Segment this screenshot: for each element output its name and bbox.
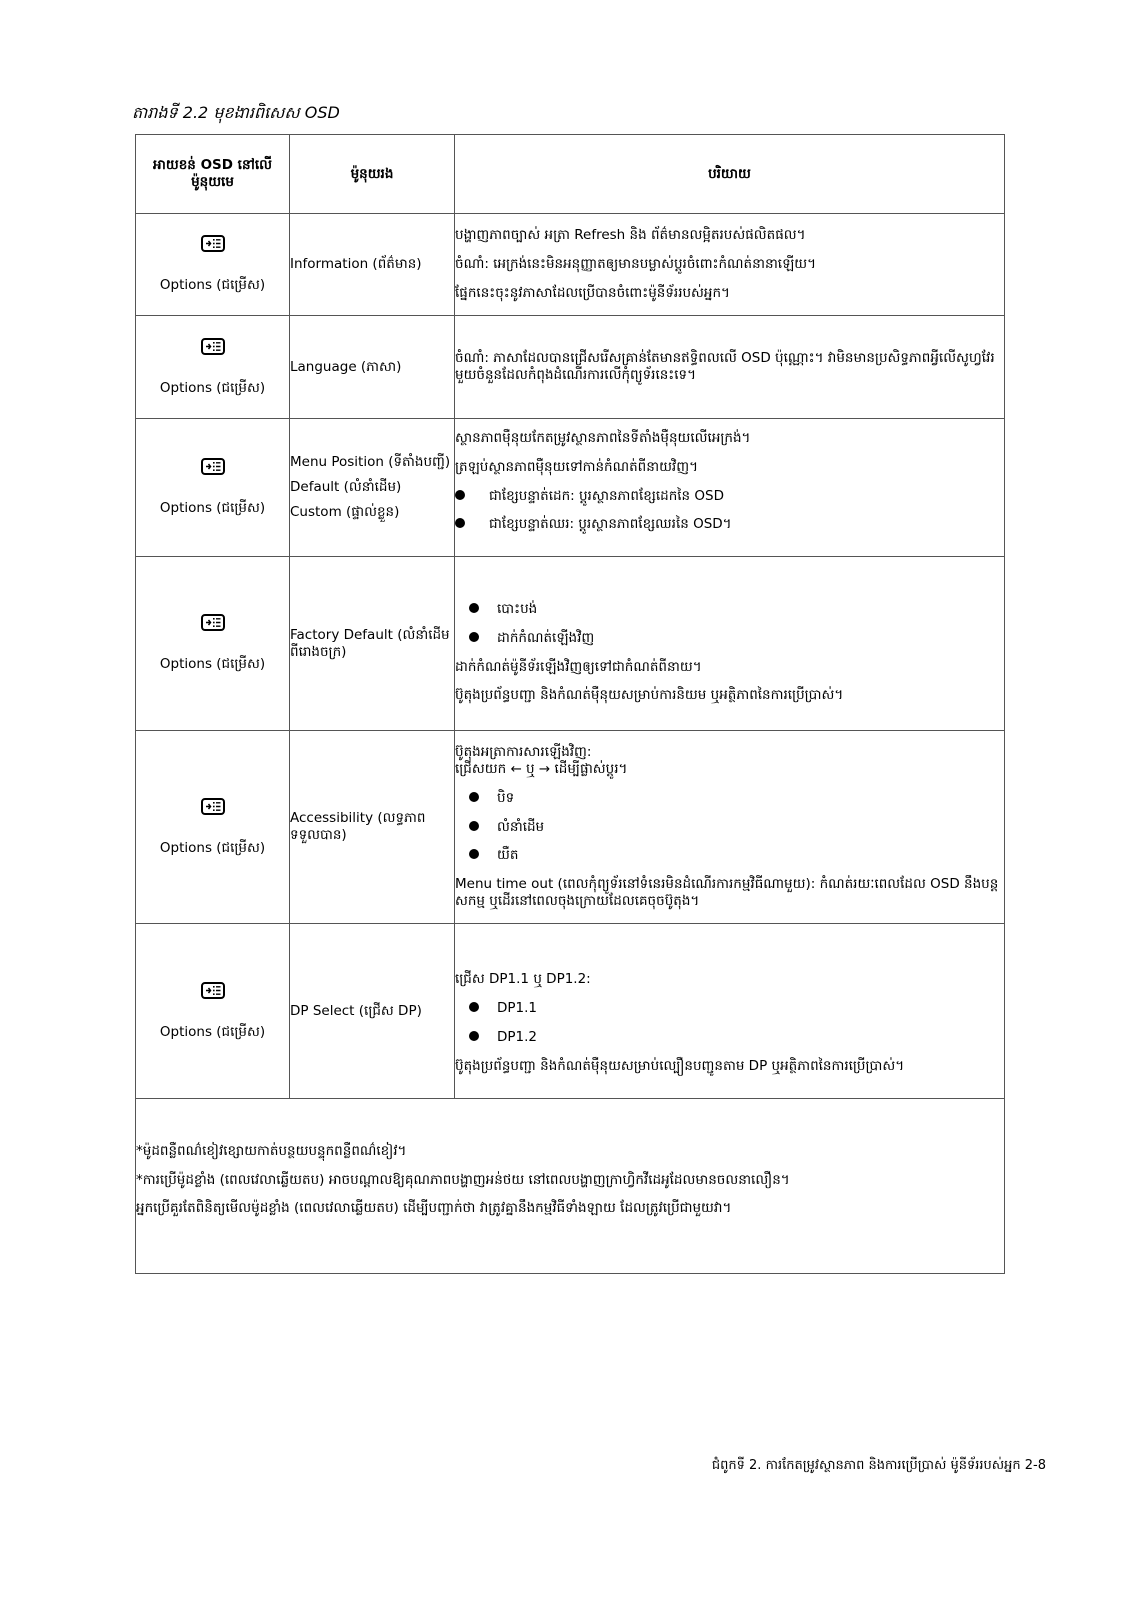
control-label: Options (ជម្រើស) [159,277,266,293]
options-icon [201,614,225,631]
submenu-dp-select: DP Select (ជ្រើស DP) [290,1002,422,1019]
submenu-cell [290,731,455,924]
bullet-icon [469,792,479,802]
header-description: បរិយាយ [455,135,1005,214]
desc-text: ប៊ូតុងអត្រាការសារឡើងវិញ: [455,743,592,760]
header-osd-icon: អាយខន់ OSD នៅលើ ម៉ូនុយមេ [136,135,290,214]
desc-text: ប៊ូតុងប្រព័ន្ធបញ្ជា និងកំណត់ម៉ឺនុយសម្រាប់ការនិយម ឬអត្ថិភាពនៃការប្រើប្រាស់។ [455,687,844,704]
table-header-row [136,135,1005,214]
bullet-item: DP1.1 [455,1000,1004,1017]
desc-text: ដាក់កំណត់ម៉ូនីទ័រឡើងវិញឲ្យទៅជាកំណត់ពីនាយ។ [455,658,702,675]
bullet-icon [469,849,479,859]
desc-text: ត្រឡប់ស្ថានភាពម៉ឺនុយទៅកាន់កំណត់ពីនាយវិញ។ [455,458,698,475]
control-label: Options (ជម្រើស) [159,379,266,396]
bullet-icon [469,821,479,831]
desc-text: បង្ហាញភាពច្បាស់ អត្រា Refresh និង ព័ត៌មានលម្អិតរបស់ផលិតផល។ [455,227,806,244]
desc-text: ចំណាំ: អេក្រង់នេះមិនអនុញ្ញាតឲ្យមានបម្លាស់ប្តូរចំពោះកំណត់នានាឡើយ។ [455,256,817,273]
submenu-factory-default: Factory Default (លំនាំដើមពីរោងចក្រ) [290,626,450,660]
submenu-cell [290,924,455,1099]
options-icon [201,798,225,815]
description-cell [455,557,1005,731]
options-icon [201,458,225,475]
bullet-icon [469,603,479,613]
desc-text: ប៊ូតុងប្រព័ន្ធបញ្ជា និងកំណត់ម៉ឺនុយសម្រាប់ល្បឿនបញ្ជូនតាម DP ឬអត្ថិភាពនៃការប្រើប្រាស់។ [455,1057,905,1074]
control-label: Options (ជម្រើស) [159,500,266,516]
control-cell [136,731,290,924]
note-text: អ្នកប្រើគួរតែពិនិត្យមើលម៉ូដខ្លាំង (ពេលវេលាឆ្លើយតប) ដើម្បីបញ្ជាក់ថា វាត្រូវគ្នានឹងកម្មវិធីទាំងឡាយ ដែលត្រូវប្រើជាមួយវា។ [136,1200,732,1217]
control-cell [136,924,290,1099]
bullet-icon [469,632,479,642]
control-cell [136,557,290,731]
notes-cell [136,1099,1005,1274]
submenu-menu-position: Menu Position (ទីតាំងបញ្ជី) [290,454,451,471]
bullet-item: ដាក់កំណត់ឡើងវិញ [455,630,1004,647]
submenu-cell [290,214,455,316]
desc-text: ស្ថានភាពម៉ឺនុយកែតម្រូវស្ថានភាពនៃទីតាំងម៉ឺនុយលើអេក្រង់។ [455,429,751,446]
options-icon [201,338,225,355]
table-row [136,214,1005,316]
notes-row [136,1099,1005,1274]
table-row [136,924,1005,1099]
bullet-item: បោះបង់ [455,601,1004,618]
control-label: Options (ជម្រើស) [159,656,266,672]
header-submenu: ម៉ូនុយរង [290,135,455,214]
control-cell [136,214,290,316]
desc-text: ជ្រើស DP1.1 ឬ DP1.2: [455,971,591,988]
bullet-icon [469,1031,479,1041]
note-text: *ម៉ូដពន្លឺពណ៌ខៀវខ្សោយកាត់បន្ថយបន្ទុកពន្លឺពណ៌ខៀវ។ [136,1142,407,1159]
table-row [136,316,1005,419]
desc-text: ចំណាំ: ភាសាដែលបានជ្រើសរើសគ្រាន់តែមានឥទ្ធិពលលើ OSD ប៉ុណ្ណោះ។ វាមិនមានប្រសិទ្ធភាពអ្វីលើសូហ្វវែរមួយចំនួនដែលកំពុងដំណើរការលើកុំព្យូទ័រនេះទេ។ [455,350,995,383]
page-footer: ជំពូកទី 2. ការកែតម្រូវស្ថានភាព និងការប្រើប្រាស់ ម៉ូនីទ័ររបស់អ្នក 2-8 [711,1458,1046,1473]
submenu-language: Language (ភាសា) [290,358,402,375]
desc-text: ផ្នែកនេះចុះនូវភាសាដែលប្រើបានចំពោះម៉ូនីទ័ររបស់អ្នក។ [455,284,730,301]
description-cell [455,316,1005,419]
description-cell [455,731,1005,924]
bullet-icon [455,490,465,500]
table-row [136,557,1005,731]
submenu-accessibility: Accessibility (លទ្ធភាពទទួលបាន) [290,810,426,843]
bullet-item: លំនាំដើម [455,819,1004,836]
bullet-item: DP1.2 [455,1029,1004,1046]
submenu-custom: Custom (ផ្ទាល់ខ្លួន) [290,503,400,520]
options-icon [201,235,225,252]
bullet-item: ជាខ្សែបន្ទាត់ឈរ: ប្តូរស្ថានភាពខ្សែឈរនៃ OSD។ [455,516,1004,533]
description-cell [455,419,1005,557]
control-cell [136,419,290,557]
desc-text: ជ្រើសយក ← ឬ → ដើម្បីផ្លាស់ប្តូរ។ [455,760,628,777]
bullet-icon [469,1002,479,1012]
note-text: *ការប្រើម៉ូដខ្លាំង (ពេលវេលាឆ្លើយតប) អាចបណ្តាលឱ្យគុណភាពបង្ហាញអន់ថយ នៅពេលបង្ហាញក្រាហ្វិកវីដេអូដែលមានចលនាលឿន។ [136,1171,790,1188]
submenu-cell [290,557,455,731]
submenu-default: Default (លំនាំដើម) [290,479,402,496]
bullet-item: យឺត [455,847,1004,864]
submenu-cell [290,316,455,419]
bullet-item: បិទ [455,790,1004,807]
control-cell [136,316,290,419]
description-cell [455,214,1005,316]
control-label: Options (ជម្រើស) [159,1023,266,1040]
description-cell [455,924,1005,1099]
options-icon [201,982,225,999]
table-caption: តារាងទី 2.2 មុខងារពិសេស OSD [132,103,340,122]
osd-functions-table [135,134,1005,1274]
table-row [136,419,1005,557]
control-label: Options (ជម្រើស) [159,839,266,856]
submenu-cell [290,419,455,557]
bullet-item: ជាខ្សែបន្ទាត់ដេក: ប្តូរស្ថានភាពខ្សែដេកនៃ OSD [455,488,1004,505]
bullet-icon [455,518,465,528]
table-row [136,731,1005,924]
submenu-information: Information (ព័ត៌មាន) [290,256,422,273]
desc-text: Menu time out (ពេលកុំព្យូទ័រនៅទំនេរមិនដំណើរការកម្មវិធីណាមួយ): កំណត់រយៈពេលដែល OSD នឹងបន្តសកម្ម ឬដើរនៅពេលចុងក្រោយដែលគេចុចប៊ូតុង។ [455,876,999,910]
